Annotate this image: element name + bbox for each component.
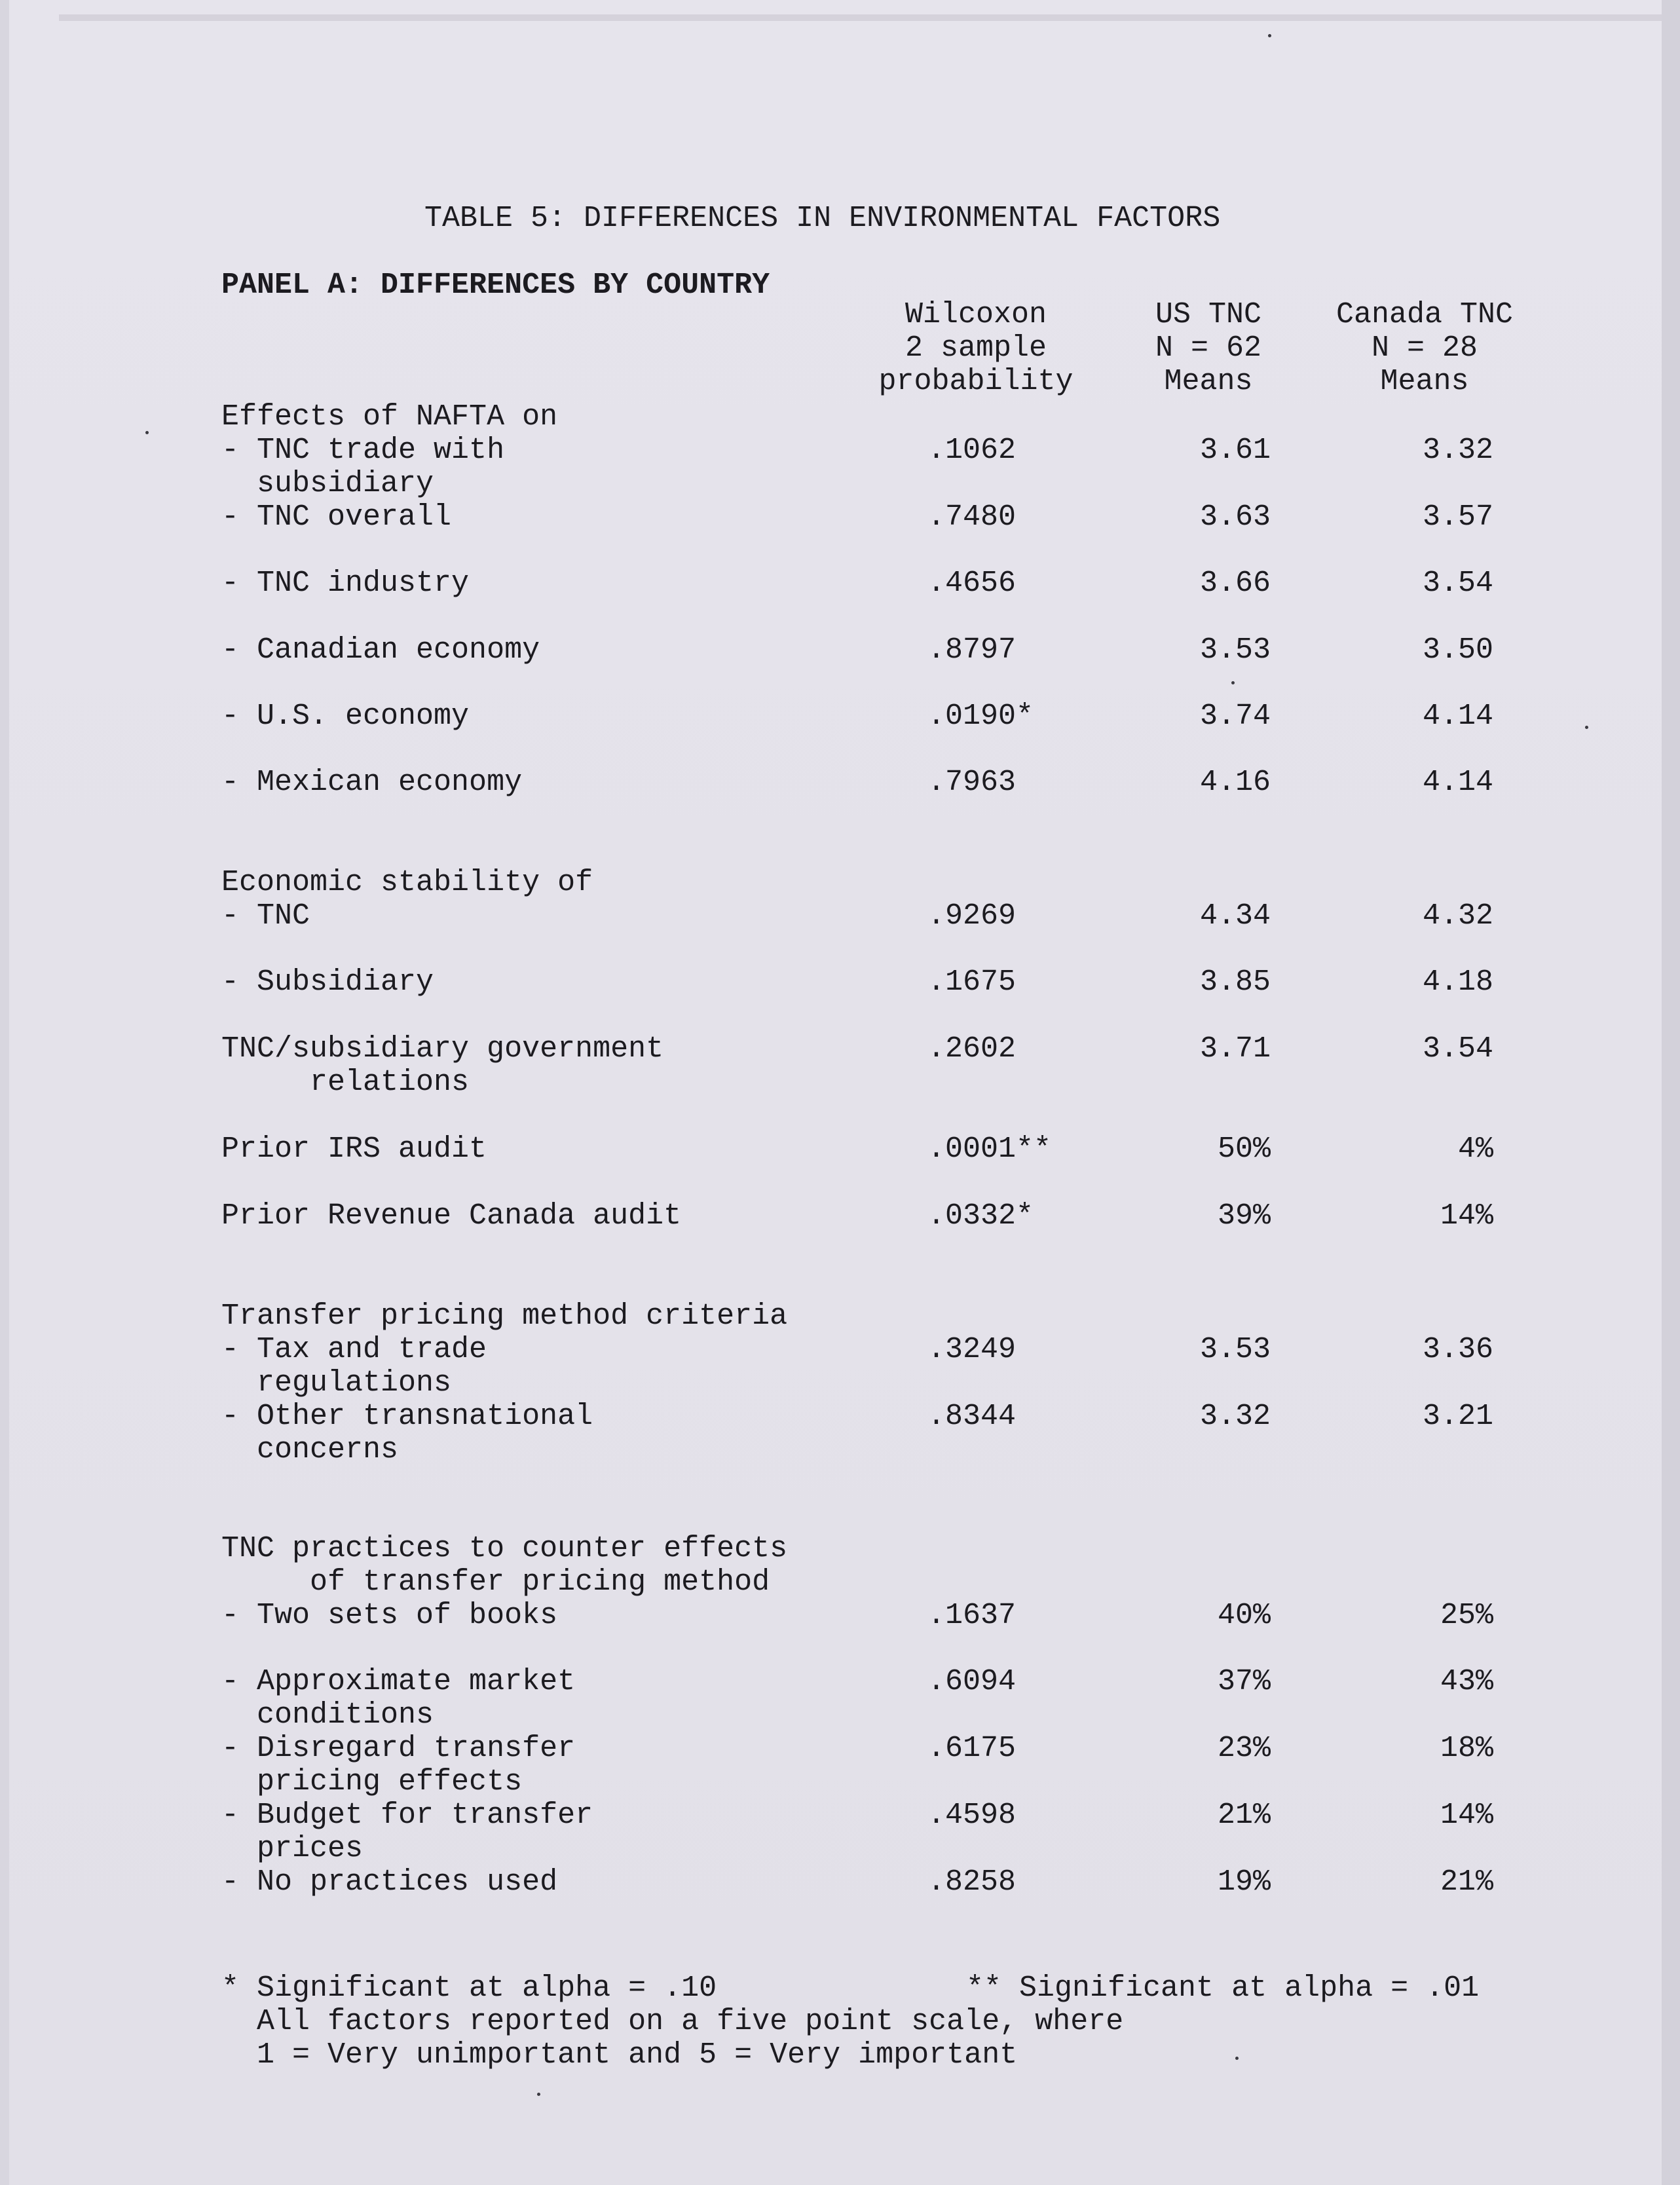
cell-wilcoxon-probability: .6094 xyxy=(927,1665,1017,1698)
row-label: Prior IRS audit xyxy=(221,1132,487,1166)
row-label: Effects of NAFTA on xyxy=(221,400,558,434)
cell-wilcoxon-probability: .8797 xyxy=(927,633,1017,667)
scan-speck xyxy=(1585,726,1588,729)
cell-canada-mean: 21% xyxy=(1440,1865,1493,1899)
cell-wilcoxon-probability: .1675 xyxy=(927,965,1017,999)
cell-us-mean: 3.85 xyxy=(1199,965,1271,999)
row-label: - Budget for transfer prices xyxy=(221,1799,593,1865)
cell-canada-mean: 3.50 xyxy=(1422,633,1493,667)
cell-us-mean: 3.53 xyxy=(1199,633,1271,667)
scan-speck xyxy=(537,2093,540,2096)
cell-canada-mean: 3.36 xyxy=(1422,1333,1493,1366)
header-wilcoxon xyxy=(865,298,1087,398)
row-label: Transfer pricing method criteria xyxy=(221,1299,788,1333)
cell-us-mean: 3.61 xyxy=(1199,434,1271,467)
cell-wilcoxon-probability: .1062 xyxy=(927,434,1017,467)
cell-canada-mean: 3.54 xyxy=(1422,1032,1493,1066)
cell-canada-mean: 3.54 xyxy=(1422,567,1493,600)
cell-us-mean: 40% xyxy=(1217,1599,1271,1632)
cell-canada-mean: 3.32 xyxy=(1422,434,1493,467)
cell-us-mean: 4.34 xyxy=(1199,899,1271,933)
scan-speck xyxy=(1235,2057,1239,2060)
header-canada-line-2: N = 28 xyxy=(1371,331,1478,365)
note-scale-line-1: All factors reported on a five point scale, where xyxy=(221,2005,1124,2038)
cell-wilcoxon-probability: .2602 xyxy=(927,1032,1017,1066)
cell-wilcoxon-probability: .0001** xyxy=(927,1132,1052,1166)
cell-us-mean: 19% xyxy=(1217,1865,1271,1899)
note-scale-line-2: 1 = Very unimportant and 5 = Very important xyxy=(221,2038,1018,2072)
cell-us-mean: 39% xyxy=(1217,1199,1271,1233)
cell-wilcoxon-probability: .6175 xyxy=(927,1732,1017,1765)
header-canada-tnc xyxy=(1316,298,1533,398)
note-sig10: * Significant at alpha = .10 xyxy=(221,1971,717,2005)
cell-us-mean: 3.71 xyxy=(1199,1032,1271,1066)
header-wilcoxon-line-3: probability xyxy=(878,365,1073,398)
cell-canada-mean: 14% xyxy=(1440,1199,1493,1233)
page-left-edge xyxy=(0,0,9,2185)
header-us-line-1: US TNC xyxy=(1155,298,1262,331)
cell-canada-mean: 4.32 xyxy=(1422,899,1493,933)
cell-canada-mean: 4.18 xyxy=(1422,965,1493,999)
row-label: - Disregard transfer pricing effects xyxy=(221,1732,576,1799)
cell-us-mean: 37% xyxy=(1217,1665,1271,1698)
cell-wilcoxon-probability: .8258 xyxy=(927,1865,1017,1899)
row-label: - No practices used xyxy=(221,1865,558,1899)
header-canada-line-3: Means xyxy=(1380,365,1469,398)
row-label: Economic stability of xyxy=(221,866,593,899)
cell-canada-mean: 3.57 xyxy=(1422,500,1493,534)
cell-wilcoxon-probability: .0190* xyxy=(927,700,1034,733)
cell-us-mean: 3.32 xyxy=(1199,1400,1271,1433)
cell-us-mean: 3.53 xyxy=(1199,1333,1271,1366)
header-us-line-3: Means xyxy=(1164,365,1253,398)
header-wilcoxon-line-1: Wilcoxon xyxy=(905,298,1047,331)
header-us-tnc xyxy=(1130,298,1287,398)
scan-speck xyxy=(1268,34,1271,37)
cell-canada-mean: 3.21 xyxy=(1422,1400,1493,1433)
cell-us-mean: 3.66 xyxy=(1199,567,1271,600)
cell-canada-mean: 14% xyxy=(1440,1799,1493,1832)
row-label: - Mexican economy xyxy=(221,766,523,799)
cell-canada-mean: 25% xyxy=(1440,1599,1493,1632)
cell-canada-mean: 18% xyxy=(1440,1732,1493,1765)
header-canada-line-1: Canada TNC xyxy=(1335,298,1514,331)
note-sig01: ** Significant at alpha = .01 xyxy=(966,1971,1480,2005)
scan-speck xyxy=(145,431,149,434)
cell-us-mean: 21% xyxy=(1217,1799,1271,1832)
cell-us-mean: 23% xyxy=(1217,1732,1271,1765)
row-label: - Canadian economy xyxy=(221,633,540,667)
row-label: - Tax and trade regulations xyxy=(221,1333,487,1400)
row-label: - Two sets of books xyxy=(221,1599,558,1632)
cell-canada-mean: 4% xyxy=(1457,1132,1493,1166)
header-wilcoxon-line-2: 2 sample xyxy=(905,331,1047,365)
row-label: Prior Revenue Canada audit xyxy=(221,1199,682,1233)
cell-wilcoxon-probability: .8344 xyxy=(927,1400,1017,1433)
row-label: - U.S. economy xyxy=(221,700,470,733)
row-label: - TNC industry xyxy=(221,567,470,600)
cell-wilcoxon-probability: .4656 xyxy=(927,567,1017,600)
cell-canada-mean: 4.14 xyxy=(1422,700,1493,733)
row-label: - Subsidiary xyxy=(221,965,434,999)
row-label: TNC practices to counter effects of transfer pricing method xyxy=(221,1532,788,1599)
cell-us-mean: 4.16 xyxy=(1199,766,1271,799)
cell-wilcoxon-probability: .3249 xyxy=(927,1333,1017,1366)
cell-wilcoxon-probability: .1637 xyxy=(927,1599,1017,1632)
cell-us-mean: 3.63 xyxy=(1199,500,1271,534)
header-us-line-2: N = 62 xyxy=(1155,331,1262,365)
cell-wilcoxon-probability: .4598 xyxy=(927,1799,1017,1832)
cell-canada-mean: 43% xyxy=(1440,1665,1493,1698)
cell-wilcoxon-probability: .7963 xyxy=(927,766,1017,799)
scan-speck xyxy=(1231,681,1235,684)
row-label: - Other transnational concerns xyxy=(221,1400,593,1466)
cell-wilcoxon-probability: .0332* xyxy=(927,1199,1034,1233)
scan-top-line xyxy=(59,14,1664,21)
row-label: - TNC trade with subsidiary xyxy=(221,434,505,500)
table-title: TABLE 5: DIFFERENCES IN ENVIRONMENTAL FACTORS xyxy=(424,202,1221,235)
cell-wilcoxon-probability: .7480 xyxy=(927,500,1017,534)
row-label: TNC/subsidiary government relations xyxy=(221,1032,664,1099)
cell-wilcoxon-probability: .9269 xyxy=(927,899,1017,933)
cell-us-mean: 3.74 xyxy=(1199,700,1271,733)
panel-title: PANEL A: DIFFERENCES BY COUNTRY xyxy=(221,269,770,302)
row-label: - Approximate market conditions xyxy=(221,1665,576,1732)
cell-us-mean: 50% xyxy=(1217,1132,1271,1166)
cell-canada-mean: 4.14 xyxy=(1422,766,1493,799)
page-right-edge xyxy=(1662,0,1680,2185)
row-label: - TNC xyxy=(221,899,310,933)
row-label: - TNC overall xyxy=(221,500,452,534)
